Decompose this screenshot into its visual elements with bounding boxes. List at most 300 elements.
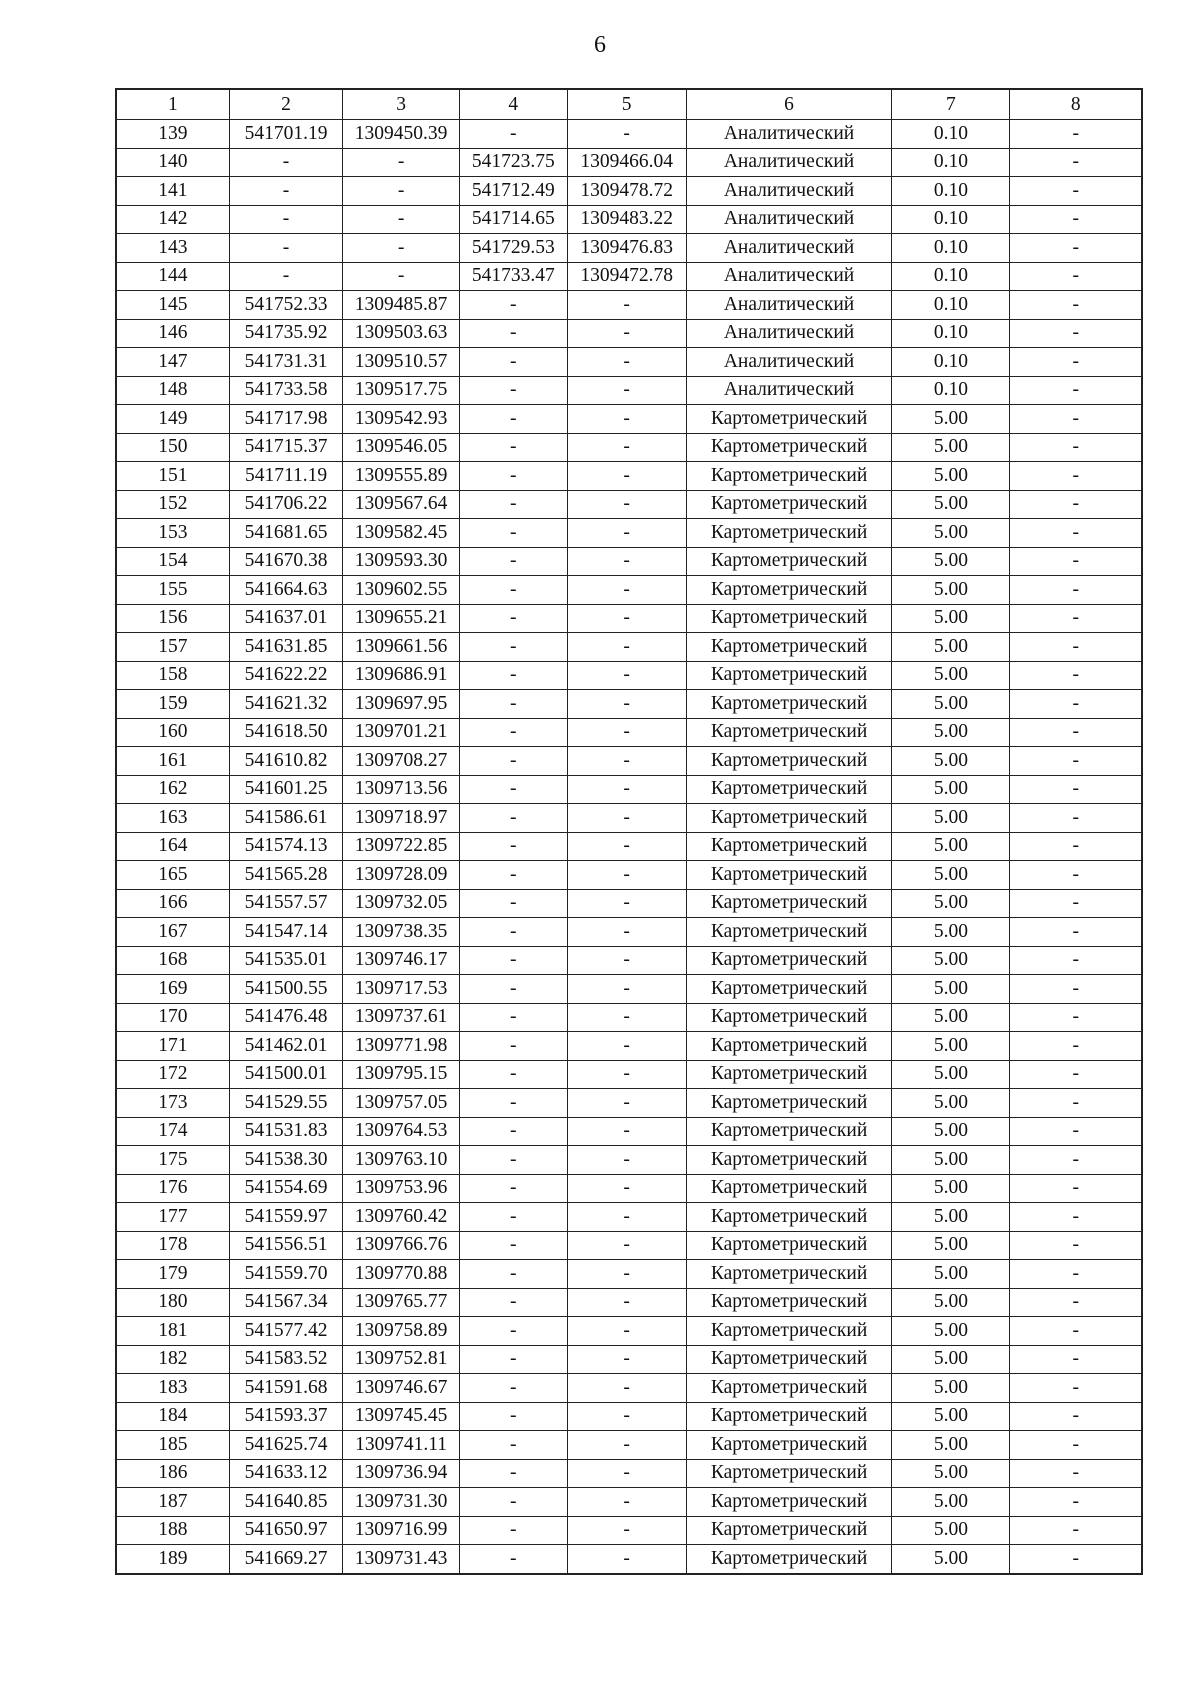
column-header: 1 (116, 89, 229, 120)
accuracy-cell: 5.00 (892, 661, 1010, 690)
description-cell: - (1010, 918, 1142, 947)
method-cell: Аналитический (686, 205, 892, 234)
accuracy-cell: 5.00 (892, 918, 1010, 947)
y-coordinate-new-cell: - (567, 120, 686, 149)
accuracy-cell: 5.00 (892, 775, 1010, 804)
y-coordinate-old-cell: 1309546.05 (343, 433, 460, 462)
y-coordinate-new-cell: - (567, 1117, 686, 1146)
y-coordinate-new-cell: - (567, 1431, 686, 1460)
x-coordinate-new-cell: - (460, 1488, 568, 1517)
table-row (116, 490, 1142, 519)
table-row (116, 775, 1142, 804)
x-coordinate-old-cell: 541567.34 (229, 1288, 342, 1317)
description-cell: - (1010, 1488, 1142, 1517)
y-coordinate-new-cell: - (567, 832, 686, 861)
y-coordinate-old-cell: 1309655.21 (343, 604, 460, 633)
x-coordinate-new-cell: - (460, 690, 568, 719)
method-cell: Картометрический (686, 775, 892, 804)
y-coordinate-new-cell: - (567, 462, 686, 491)
accuracy-cell: 5.00 (892, 975, 1010, 1004)
x-coordinate-new-cell: - (460, 1459, 568, 1488)
point-number-cell: 152 (116, 490, 229, 519)
method-cell: Картометрический (686, 433, 892, 462)
y-coordinate-new-cell: - (567, 918, 686, 947)
method-cell: Картометрический (686, 547, 892, 576)
point-number-cell: 156 (116, 604, 229, 633)
x-coordinate-old-cell: 541610.82 (229, 747, 342, 776)
point-number-cell: 167 (116, 918, 229, 947)
y-coordinate-new-cell: 1309483.22 (567, 205, 686, 234)
x-coordinate-old-cell: 541717.98 (229, 405, 342, 434)
accuracy-cell: 5.00 (892, 718, 1010, 747)
y-coordinate-old-cell: 1309795.15 (343, 1060, 460, 1089)
method-cell: Картометрический (686, 661, 892, 690)
point-number-cell: 153 (116, 519, 229, 548)
x-coordinate-new-cell: - (460, 1288, 568, 1317)
y-coordinate-new-cell: - (567, 1516, 686, 1545)
point-number-cell: 165 (116, 861, 229, 890)
y-coordinate-old-cell: 1309582.45 (343, 519, 460, 548)
method-cell: Картометрический (686, 1060, 892, 1089)
y-coordinate-new-cell: - (567, 1488, 686, 1517)
method-cell: Аналитический (686, 148, 892, 177)
table-header (116, 89, 1142, 120)
y-coordinate-new-cell: - (567, 946, 686, 975)
y-coordinate-old-cell: 1309728.09 (343, 861, 460, 890)
y-coordinate-old-cell: 1309760.42 (343, 1203, 460, 1232)
x-coordinate-new-cell: 541723.75 (460, 148, 568, 177)
method-cell: Картометрический (686, 1459, 892, 1488)
description-cell: - (1010, 661, 1142, 690)
accuracy-cell: 5.00 (892, 1402, 1010, 1431)
accuracy-cell: 5.00 (892, 946, 1010, 975)
x-coordinate-old-cell: 541557.57 (229, 889, 342, 918)
y-coordinate-old-cell: 1309753.96 (343, 1174, 460, 1203)
y-coordinate-new-cell: - (567, 661, 686, 690)
x-coordinate-new-cell: - (460, 1117, 568, 1146)
y-coordinate-old-cell: - (343, 177, 460, 206)
description-cell: - (1010, 861, 1142, 890)
x-coordinate-new-cell: - (460, 1402, 568, 1431)
description-cell: - (1010, 1203, 1142, 1232)
method-cell: Картометрический (686, 1231, 892, 1260)
point-number-cell: 159 (116, 690, 229, 719)
table-row (116, 1260, 1142, 1289)
point-number-cell: 178 (116, 1231, 229, 1260)
accuracy-cell: 0.10 (892, 177, 1010, 206)
description-cell: - (1010, 946, 1142, 975)
table-row (116, 1545, 1142, 1574)
accuracy-cell: 0.10 (892, 319, 1010, 348)
y-coordinate-old-cell: 1309770.88 (343, 1260, 460, 1289)
y-coordinate-new-cell: - (567, 291, 686, 320)
x-coordinate-old-cell: - (229, 205, 342, 234)
description-cell: - (1010, 519, 1142, 548)
y-coordinate-old-cell: 1309717.53 (343, 975, 460, 1004)
y-coordinate-new-cell: - (567, 376, 686, 405)
description-cell: - (1010, 120, 1142, 149)
x-coordinate-new-cell: 541712.49 (460, 177, 568, 206)
table-row (116, 234, 1142, 263)
method-cell: Картометрический (686, 889, 892, 918)
x-coordinate-new-cell: - (460, 1345, 568, 1374)
accuracy-cell: 5.00 (892, 889, 1010, 918)
point-number-cell: 188 (116, 1516, 229, 1545)
y-coordinate-new-cell: - (567, 690, 686, 719)
method-cell: Картометрический (686, 1516, 892, 1545)
x-coordinate-old-cell: 541577.42 (229, 1317, 342, 1346)
x-coordinate-new-cell: - (460, 1032, 568, 1061)
accuracy-cell: 0.10 (892, 205, 1010, 234)
description-cell: - (1010, 1231, 1142, 1260)
x-coordinate-new-cell: - (460, 661, 568, 690)
y-coordinate-new-cell: - (567, 576, 686, 605)
description-cell: - (1010, 1146, 1142, 1175)
x-coordinate-new-cell: - (460, 946, 568, 975)
point-number-cell: 139 (116, 120, 229, 149)
point-number-cell: 172 (116, 1060, 229, 1089)
y-coordinate-old-cell: 1309503.63 (343, 319, 460, 348)
description-cell: - (1010, 234, 1142, 263)
accuracy-cell: 5.00 (892, 633, 1010, 662)
y-coordinate-new-cell: - (567, 804, 686, 833)
description-cell: - (1010, 177, 1142, 206)
description-cell: - (1010, 1060, 1142, 1089)
y-coordinate-old-cell: 1309746.67 (343, 1374, 460, 1403)
x-coordinate-new-cell: - (460, 604, 568, 633)
description-cell: - (1010, 405, 1142, 434)
x-coordinate-old-cell: 541664.63 (229, 576, 342, 605)
y-coordinate-new-cell: - (567, 433, 686, 462)
y-coordinate-old-cell: 1309746.17 (343, 946, 460, 975)
accuracy-cell: 5.00 (892, 1317, 1010, 1346)
point-number-cell: 147 (116, 348, 229, 377)
description-cell: - (1010, 804, 1142, 833)
y-coordinate-new-cell: - (567, 1231, 686, 1260)
x-coordinate-new-cell: - (460, 1231, 568, 1260)
point-number-cell: 163 (116, 804, 229, 833)
column-header: 6 (686, 89, 892, 120)
y-coordinate-old-cell: 1309731.43 (343, 1545, 460, 1574)
y-coordinate-new-cell: - (567, 490, 686, 519)
y-coordinate-old-cell: - (343, 148, 460, 177)
accuracy-cell: 5.00 (892, 519, 1010, 548)
table-row (116, 120, 1142, 149)
point-number-cell: 155 (116, 576, 229, 605)
x-coordinate-old-cell: 541601.25 (229, 775, 342, 804)
x-coordinate-old-cell: 541554.69 (229, 1174, 342, 1203)
description-cell: - (1010, 433, 1142, 462)
y-coordinate-new-cell: - (567, 1203, 686, 1232)
description-cell: - (1010, 1260, 1142, 1289)
table-row (116, 832, 1142, 861)
accuracy-cell: 5.00 (892, 1032, 1010, 1061)
point-number-cell: 189 (116, 1545, 229, 1574)
description-cell: - (1010, 148, 1142, 177)
point-number-cell: 148 (116, 376, 229, 405)
x-coordinate-old-cell: 541711.19 (229, 462, 342, 491)
column-header: 3 (343, 89, 460, 120)
y-coordinate-new-cell: - (567, 633, 686, 662)
point-number-cell: 171 (116, 1032, 229, 1061)
y-coordinate-new-cell: - (567, 1146, 686, 1175)
table-row (116, 177, 1142, 206)
accuracy-cell: 5.00 (892, 1345, 1010, 1374)
point-number-cell: 173 (116, 1089, 229, 1118)
table-row (116, 1174, 1142, 1203)
table-row (116, 946, 1142, 975)
x-coordinate-new-cell: - (460, 918, 568, 947)
point-number-cell: 166 (116, 889, 229, 918)
x-coordinate-new-cell: - (460, 576, 568, 605)
column-header: 8 (1010, 89, 1142, 120)
x-coordinate-old-cell: 541733.58 (229, 376, 342, 405)
accuracy-cell: 5.00 (892, 804, 1010, 833)
description-cell: - (1010, 262, 1142, 291)
point-number-cell: 144 (116, 262, 229, 291)
table-row (116, 576, 1142, 605)
x-coordinate-old-cell: 541633.12 (229, 1459, 342, 1488)
x-coordinate-new-cell: - (460, 1089, 568, 1118)
y-coordinate-old-cell: 1309713.56 (343, 775, 460, 804)
x-coordinate-new-cell: - (460, 1003, 568, 1032)
x-coordinate-old-cell: 541476.48 (229, 1003, 342, 1032)
description-cell: - (1010, 1117, 1142, 1146)
x-coordinate-old-cell: 541650.97 (229, 1516, 342, 1545)
coordinates-table (115, 88, 1143, 1575)
method-cell: Картометрический (686, 1260, 892, 1289)
table-row (116, 433, 1142, 462)
x-coordinate-new-cell: - (460, 1431, 568, 1460)
method-cell: Картометрический (686, 1203, 892, 1232)
y-coordinate-new-cell: - (567, 348, 686, 377)
table-row (116, 148, 1142, 177)
y-coordinate-old-cell: 1309708.27 (343, 747, 460, 776)
description-cell: - (1010, 319, 1142, 348)
table-row (116, 1288, 1142, 1317)
x-coordinate-old-cell: 541735.92 (229, 319, 342, 348)
y-coordinate-old-cell: 1309731.30 (343, 1488, 460, 1517)
table-row (116, 319, 1142, 348)
y-coordinate-old-cell: 1309737.61 (343, 1003, 460, 1032)
y-coordinate-old-cell: 1309741.11 (343, 1431, 460, 1460)
x-coordinate-new-cell: - (460, 975, 568, 1004)
x-coordinate-old-cell: 541559.97 (229, 1203, 342, 1232)
table-row (116, 1231, 1142, 1260)
x-coordinate-old-cell: 541535.01 (229, 946, 342, 975)
x-coordinate-new-cell: - (460, 1516, 568, 1545)
y-coordinate-new-cell: - (567, 861, 686, 890)
point-number-cell: 170 (116, 1003, 229, 1032)
description-cell: - (1010, 1402, 1142, 1431)
x-coordinate-old-cell: - (229, 148, 342, 177)
accuracy-cell: 5.00 (892, 747, 1010, 776)
x-coordinate-new-cell: - (460, 1146, 568, 1175)
point-number-cell: 174 (116, 1117, 229, 1146)
method-cell: Картометрический (686, 718, 892, 747)
y-coordinate-old-cell: 1309697.95 (343, 690, 460, 719)
method-cell: Картометрический (686, 1146, 892, 1175)
column-header: 2 (229, 89, 342, 120)
accuracy-cell: 5.00 (892, 1260, 1010, 1289)
table-row (116, 1459, 1142, 1488)
x-coordinate-new-cell: - (460, 1374, 568, 1403)
y-coordinate-old-cell: - (343, 262, 460, 291)
point-number-cell: 157 (116, 633, 229, 662)
y-coordinate-old-cell: 1309450.39 (343, 120, 460, 149)
table-row (116, 262, 1142, 291)
point-number-cell: 183 (116, 1374, 229, 1403)
method-cell: Картометрический (686, 747, 892, 776)
x-coordinate-old-cell: - (229, 177, 342, 206)
page-number: 6 (594, 32, 606, 58)
table-row (116, 519, 1142, 548)
description-cell: - (1010, 462, 1142, 491)
method-cell: Аналитический (686, 177, 892, 206)
x-coordinate-new-cell: - (460, 861, 568, 890)
description-cell: - (1010, 547, 1142, 576)
description-cell: - (1010, 1089, 1142, 1118)
table-row (116, 547, 1142, 576)
method-cell: Картометрический (686, 1402, 892, 1431)
header-row (116, 89, 1142, 120)
y-coordinate-new-cell: - (567, 1545, 686, 1574)
y-coordinate-old-cell: 1309766.76 (343, 1231, 460, 1260)
y-coordinate-old-cell: 1309718.97 (343, 804, 460, 833)
method-cell: Картометрический (686, 1117, 892, 1146)
method-cell: Картометрический (686, 405, 892, 434)
point-number-cell: 150 (116, 433, 229, 462)
accuracy-cell: 5.00 (892, 1516, 1010, 1545)
x-coordinate-new-cell: - (460, 775, 568, 804)
point-number-cell: 177 (116, 1203, 229, 1232)
y-coordinate-old-cell: 1309555.89 (343, 462, 460, 491)
description-cell: - (1010, 1003, 1142, 1032)
x-coordinate-old-cell: 541631.85 (229, 633, 342, 662)
point-number-cell: 143 (116, 234, 229, 263)
method-cell: Картометрический (686, 1288, 892, 1317)
point-number-cell: 164 (116, 832, 229, 861)
point-number-cell: 141 (116, 177, 229, 206)
y-coordinate-new-cell: - (567, 319, 686, 348)
method-cell: Картометрический (686, 832, 892, 861)
description-cell: - (1010, 633, 1142, 662)
x-coordinate-new-cell: - (460, 832, 568, 861)
table-row (116, 405, 1142, 434)
accuracy-cell: 5.00 (892, 1431, 1010, 1460)
table-row (116, 690, 1142, 719)
column-header: 5 (567, 89, 686, 120)
y-coordinate-new-cell: - (567, 1260, 686, 1289)
description-cell: - (1010, 1288, 1142, 1317)
description-cell: - (1010, 576, 1142, 605)
method-cell: Аналитический (686, 120, 892, 149)
table-row (116, 661, 1142, 690)
x-coordinate-new-cell: - (460, 1545, 568, 1574)
x-coordinate-old-cell: 541618.50 (229, 718, 342, 747)
description-cell: - (1010, 1459, 1142, 1488)
x-coordinate-new-cell: - (460, 889, 568, 918)
point-number-cell: 176 (116, 1174, 229, 1203)
y-coordinate-new-cell: - (567, 1288, 686, 1317)
y-coordinate-old-cell: - (343, 205, 460, 234)
table-row (116, 1345, 1142, 1374)
accuracy-cell: 0.10 (892, 120, 1010, 149)
method-cell: Аналитический (686, 348, 892, 377)
description-cell: - (1010, 1374, 1142, 1403)
point-number-cell: 184 (116, 1402, 229, 1431)
description-cell: - (1010, 690, 1142, 719)
accuracy-cell: 5.00 (892, 1545, 1010, 1574)
x-coordinate-new-cell: - (460, 319, 568, 348)
method-cell: Картометрический (686, 576, 892, 605)
y-coordinate-new-cell: - (567, 975, 686, 1004)
x-coordinate-old-cell: 541574.13 (229, 832, 342, 861)
accuracy-cell: 5.00 (892, 832, 1010, 861)
table-row (116, 1117, 1142, 1146)
y-coordinate-old-cell: 1309764.53 (343, 1117, 460, 1146)
x-coordinate-old-cell: 541559.70 (229, 1260, 342, 1289)
method-cell: Картометрический (686, 633, 892, 662)
description-cell: - (1010, 1032, 1142, 1061)
y-coordinate-old-cell: 1309510.57 (343, 348, 460, 377)
method-cell: Картометрический (686, 1317, 892, 1346)
method-cell: Картометрический (686, 1374, 892, 1403)
table-row (116, 1203, 1142, 1232)
x-coordinate-old-cell: - (229, 262, 342, 291)
y-coordinate-new-cell: - (567, 1032, 686, 1061)
table-row (116, 1060, 1142, 1089)
table-row (116, 1402, 1142, 1431)
x-coordinate-new-cell: - (460, 376, 568, 405)
method-cell: Картометрический (686, 1003, 892, 1032)
x-coordinate-old-cell: 541462.01 (229, 1032, 342, 1061)
point-number-cell: 154 (116, 547, 229, 576)
table-row (116, 718, 1142, 747)
y-coordinate-new-cell: - (567, 1345, 686, 1374)
x-coordinate-old-cell: 541621.32 (229, 690, 342, 719)
x-coordinate-new-cell: - (460, 1260, 568, 1289)
accuracy-cell: 5.00 (892, 604, 1010, 633)
x-coordinate-old-cell: 541565.28 (229, 861, 342, 890)
x-coordinate-new-cell: - (460, 1203, 568, 1232)
accuracy-cell: 5.00 (892, 1117, 1010, 1146)
table-row (116, 1488, 1142, 1517)
x-coordinate-old-cell: 541538.30 (229, 1146, 342, 1175)
accuracy-cell: 5.00 (892, 1488, 1010, 1517)
table-row (116, 1431, 1142, 1460)
accuracy-cell: 5.00 (892, 1174, 1010, 1203)
description-cell: - (1010, 747, 1142, 776)
point-number-cell: 151 (116, 462, 229, 491)
y-coordinate-old-cell: 1309736.94 (343, 1459, 460, 1488)
x-coordinate-new-cell: - (460, 804, 568, 833)
x-coordinate-new-cell: 541714.65 (460, 205, 568, 234)
y-coordinate-old-cell: 1309567.64 (343, 490, 460, 519)
x-coordinate-new-cell: - (460, 120, 568, 149)
y-coordinate-new-cell: - (567, 1459, 686, 1488)
point-number-cell: 149 (116, 405, 229, 434)
y-coordinate-old-cell: 1309661.56 (343, 633, 460, 662)
accuracy-cell: 5.00 (892, 861, 1010, 890)
table-row (116, 1089, 1142, 1118)
table-row (116, 975, 1142, 1004)
accuracy-cell: 0.10 (892, 291, 1010, 320)
description-cell: - (1010, 490, 1142, 519)
description-cell: - (1010, 775, 1142, 804)
table-row (116, 1374, 1142, 1403)
description-cell: - (1010, 291, 1142, 320)
